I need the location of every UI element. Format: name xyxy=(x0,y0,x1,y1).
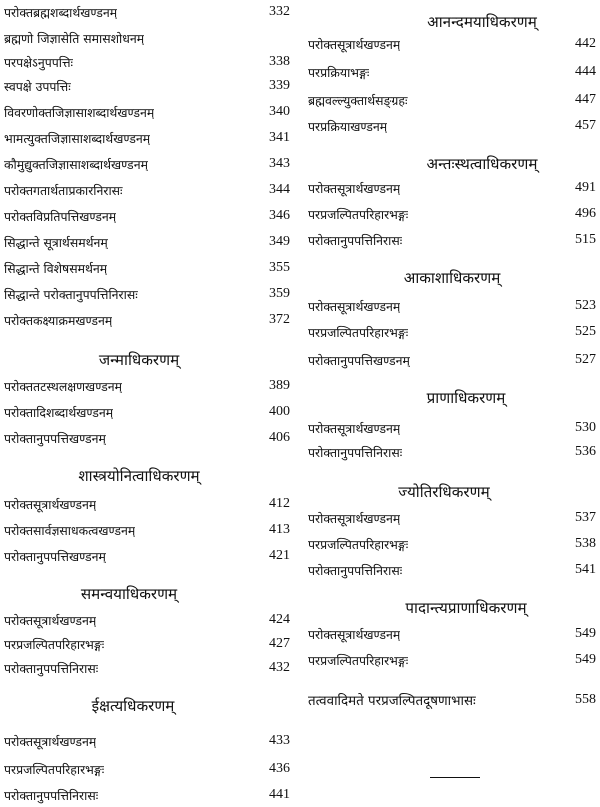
entry-title: परप्रजल्पितपरिहारभङ्गः xyxy=(308,536,409,552)
entry-title: परोक्तसूत्रार्थखण्डनम् xyxy=(308,298,401,314)
entry-page-number: 343 xyxy=(269,156,290,171)
entry-page-number: 346 xyxy=(269,208,290,223)
toc-entry xyxy=(308,416,596,440)
entry-title: परोक्तब्रह्मशब्दार्थखण्डनम् xyxy=(4,4,118,20)
toc-entry xyxy=(308,440,596,464)
entry-title: परप्रजल्पितपरिहारभङ्गः xyxy=(308,652,409,668)
toc-entry xyxy=(4,50,290,74)
entry-title: परोक्तगतार्थताप्रकारनिरासः xyxy=(4,182,123,198)
entry-title: परोक्तविप्रतिपत्तिखण्डनम् xyxy=(4,208,117,224)
entry-title: सिद्धान्ते सूत्रार्थसमर्थनम् xyxy=(4,234,108,250)
entry-title: परोक्तानुपपत्तिनिरासः xyxy=(308,562,403,578)
entry-title: परोक्तसूत्रार्थखण्डनम् xyxy=(308,36,401,52)
entry-title: परोक्तानुपपत्तिनिरासः xyxy=(308,444,403,460)
entry-page-number: 413 xyxy=(269,522,290,537)
toc-entry xyxy=(4,178,290,202)
entry-title: परोक्तादिशब्दार्थखण्डनम् xyxy=(4,404,114,420)
toc-entry xyxy=(4,0,290,24)
entry-title: सिद्धान्ते परोक्तानुपपत्तिनिरासः xyxy=(4,286,138,302)
entry-title: स्वपक्षे उपपत्तिः xyxy=(4,78,71,94)
toc-entry xyxy=(308,294,596,318)
entry-page-number: 491 xyxy=(575,180,596,195)
entry-title: परोक्तकक्ष्याक्रमखण्डनम् xyxy=(4,312,113,328)
entry-title: ब्रह्मणो जिज्ञासेति समासशोधनम् xyxy=(4,30,145,46)
entry-title: परोक्तानुपपत्तिनिरासः xyxy=(308,232,403,248)
entry-page-number: 537 xyxy=(575,510,596,525)
entry-title: परप्रजल्पितपरिहारभङ्गः xyxy=(308,206,409,222)
entry-page-number: 355 xyxy=(269,260,290,275)
toc-entry xyxy=(308,320,596,344)
entry-title: परप्रजल्पितपरिहारभङ्गः xyxy=(308,324,409,340)
toc-entry xyxy=(308,176,596,200)
entry-title: परोक्तानुपपत्तिनिरासः xyxy=(4,660,99,676)
toc-entry xyxy=(4,74,290,98)
entry-page-number: 523 xyxy=(575,298,596,313)
entry-title: कौमुद्युक्तजिज्ञासाशब्दार्थखण्डनम् xyxy=(4,156,148,172)
entry-title: परोक्तानुपपत्तिखण्डनम् xyxy=(4,548,106,564)
entry-title: परप्रक्रियाखण्डनम् xyxy=(308,118,388,134)
entry-page-number: 442 xyxy=(575,36,596,51)
toc-entry xyxy=(308,202,596,226)
entry-title: परोक्तसूत्रार्थखण्डनम् xyxy=(308,510,401,526)
section-heading: आकाशाधिकरणम् xyxy=(403,269,501,287)
entry-page-number: 427 xyxy=(269,636,290,651)
entry-page-number: 372 xyxy=(269,312,290,327)
closing-rule xyxy=(430,777,480,778)
toc-entry xyxy=(4,400,290,424)
section-heading: ज्योतिरधिकरणम् xyxy=(398,483,490,501)
entry-title: विवरणोक्तजिज्ञासाशब्दार्थखण्डनम् xyxy=(4,104,155,120)
entry-title: परोक्तसूत्रार्थखण्डनम् xyxy=(4,733,97,749)
entry-page-number: 349 xyxy=(269,234,290,249)
toc-entry xyxy=(308,622,596,646)
section-heading: अन्तःस्थत्वाधिकरणम् xyxy=(426,155,538,173)
toc-entry xyxy=(4,757,290,781)
entry-page-number: 389 xyxy=(269,378,290,393)
entry-title: परोक्तसूत्रार्थखण्डनम् xyxy=(4,612,97,628)
entry-title: परप्रक्रियाभङ्गः xyxy=(308,64,370,80)
entry-title: परोक्तसूत्रार्थखण्डनम् xyxy=(4,496,97,512)
entry-page-number: 515 xyxy=(575,232,596,247)
entry-page-number: 441 xyxy=(269,787,290,802)
entry-title: ब्रह्मवल्ल्युक्तार्थसङ्ग्रहः xyxy=(308,92,408,108)
toc-entry xyxy=(4,230,290,254)
toc-entry xyxy=(4,282,290,306)
entry-title: परोक्तानुपपत्तिखण्डनम् xyxy=(308,352,410,368)
entry-page-number: 332 xyxy=(269,4,290,19)
toc-entry xyxy=(308,532,596,556)
entry-page-number: 530 xyxy=(575,420,596,435)
toc-entry xyxy=(4,374,290,398)
toc-entry xyxy=(4,518,290,542)
entry-page-number: 424 xyxy=(269,612,290,627)
toc-entry xyxy=(4,656,290,680)
entry-page-number: 340 xyxy=(269,104,290,119)
entry-page-number: 432 xyxy=(269,660,290,675)
entry-title: परोक्तसार्वज्ञसाधकत्वखण्डनम् xyxy=(4,522,136,538)
entry-page-number: 341 xyxy=(269,130,290,145)
toc-entry xyxy=(4,26,290,50)
toc-entry xyxy=(4,426,290,450)
entry-title: परप्रजल्पितपरिहारभङ्गः xyxy=(4,636,105,652)
entry-title: तत्ववादिमते परप्रजल्पितदूषणाभासः xyxy=(308,694,476,709)
section-heading: जन्माधिकरणम् xyxy=(98,351,180,369)
toc-entry xyxy=(4,100,290,124)
entry-page-number: 412 xyxy=(269,496,290,511)
entry-title: परोक्तानुपपत्तिखण्डनम् xyxy=(4,430,106,446)
toc-entry xyxy=(4,256,290,280)
entry-page-number: 525 xyxy=(575,324,596,339)
toc-entry xyxy=(4,729,290,753)
toc-entry xyxy=(308,506,596,530)
toc-entry xyxy=(4,608,290,632)
entry-page-number: 527 xyxy=(575,352,596,367)
entry-title: सिद्धान्ते विशेषसमर्थनम् xyxy=(4,260,108,276)
section-heading: प्राणाधिकरणम् xyxy=(426,389,506,407)
toc-entry xyxy=(4,152,290,176)
section-heading: समन्वयाधिकरणम् xyxy=(80,585,178,603)
entry-title: परप्रजल्पितपरिहारभङ्गः xyxy=(4,761,105,777)
entry-title: परपक्षेऽनुपपत्तिः xyxy=(4,54,74,70)
toc-entry xyxy=(308,60,596,84)
toc-entry xyxy=(308,88,596,112)
toc-entry xyxy=(308,32,596,56)
toc-entry xyxy=(308,114,596,138)
toc-entry xyxy=(4,126,290,150)
entry-page-number: 344 xyxy=(269,182,290,197)
entry-page-number: 538 xyxy=(575,536,596,551)
entry-page-number: 536 xyxy=(575,444,596,459)
toc-entry xyxy=(308,648,596,672)
toc-entry xyxy=(308,558,596,582)
toc-entry xyxy=(4,632,290,656)
entry-page-number: 406 xyxy=(269,430,290,445)
entry-title: परोक्तसूत्रार्थखण्डनम् xyxy=(308,420,401,436)
entry-title: परोक्ततटस्थलक्षणखण्डनम् xyxy=(4,378,122,394)
entry-page-number: 433 xyxy=(269,733,290,748)
entry-title: परोक्तसूत्रार्थखण्डनम् xyxy=(308,626,401,642)
toc-entry xyxy=(4,783,290,807)
section-heading: पादान्त्यप्राणाधिकरणम् xyxy=(405,599,527,617)
entry-page-number: 444 xyxy=(575,64,596,79)
entry-page-number: 496 xyxy=(575,206,596,221)
entry-page-number: 457 xyxy=(575,118,596,133)
entry-page-number: 338 xyxy=(269,54,290,69)
section-heading: शास्त्रयोनित्वाधिकरणम् xyxy=(78,467,200,485)
section-heading: आनन्दमयाधिकरणम् xyxy=(427,13,537,31)
section-heading: ईक्षत्यधिकरणम् xyxy=(91,697,175,715)
entry-page-number: 400 xyxy=(269,404,290,419)
entry-title: परोक्तसूत्रार्थखण्डनम् xyxy=(308,180,401,196)
entry-page-number: 558 xyxy=(575,692,596,707)
toc-entry xyxy=(4,204,290,228)
toc-entry xyxy=(4,544,290,568)
entry-title: भामत्युक्तजिज्ञासाशब्दार्थखण्डनम् xyxy=(4,130,151,146)
toc-entry xyxy=(4,492,290,516)
entry-page-number: 549 xyxy=(575,626,596,641)
entry-page-number: 436 xyxy=(269,761,290,776)
entry-page-number: 339 xyxy=(269,78,290,93)
entry-page-number: 549 xyxy=(575,652,596,667)
toc-entry xyxy=(308,688,596,712)
toc-entry xyxy=(308,228,596,252)
entry-page-number: 359 xyxy=(269,286,290,301)
toc-entry xyxy=(308,348,596,372)
toc-entry xyxy=(4,308,290,332)
entry-page-number: 541 xyxy=(575,562,596,577)
entry-title: परोक्तानुपपत्तिनिरासः xyxy=(4,787,99,803)
entry-page-number: 447 xyxy=(575,92,596,107)
entry-page-number: 421 xyxy=(269,548,290,563)
